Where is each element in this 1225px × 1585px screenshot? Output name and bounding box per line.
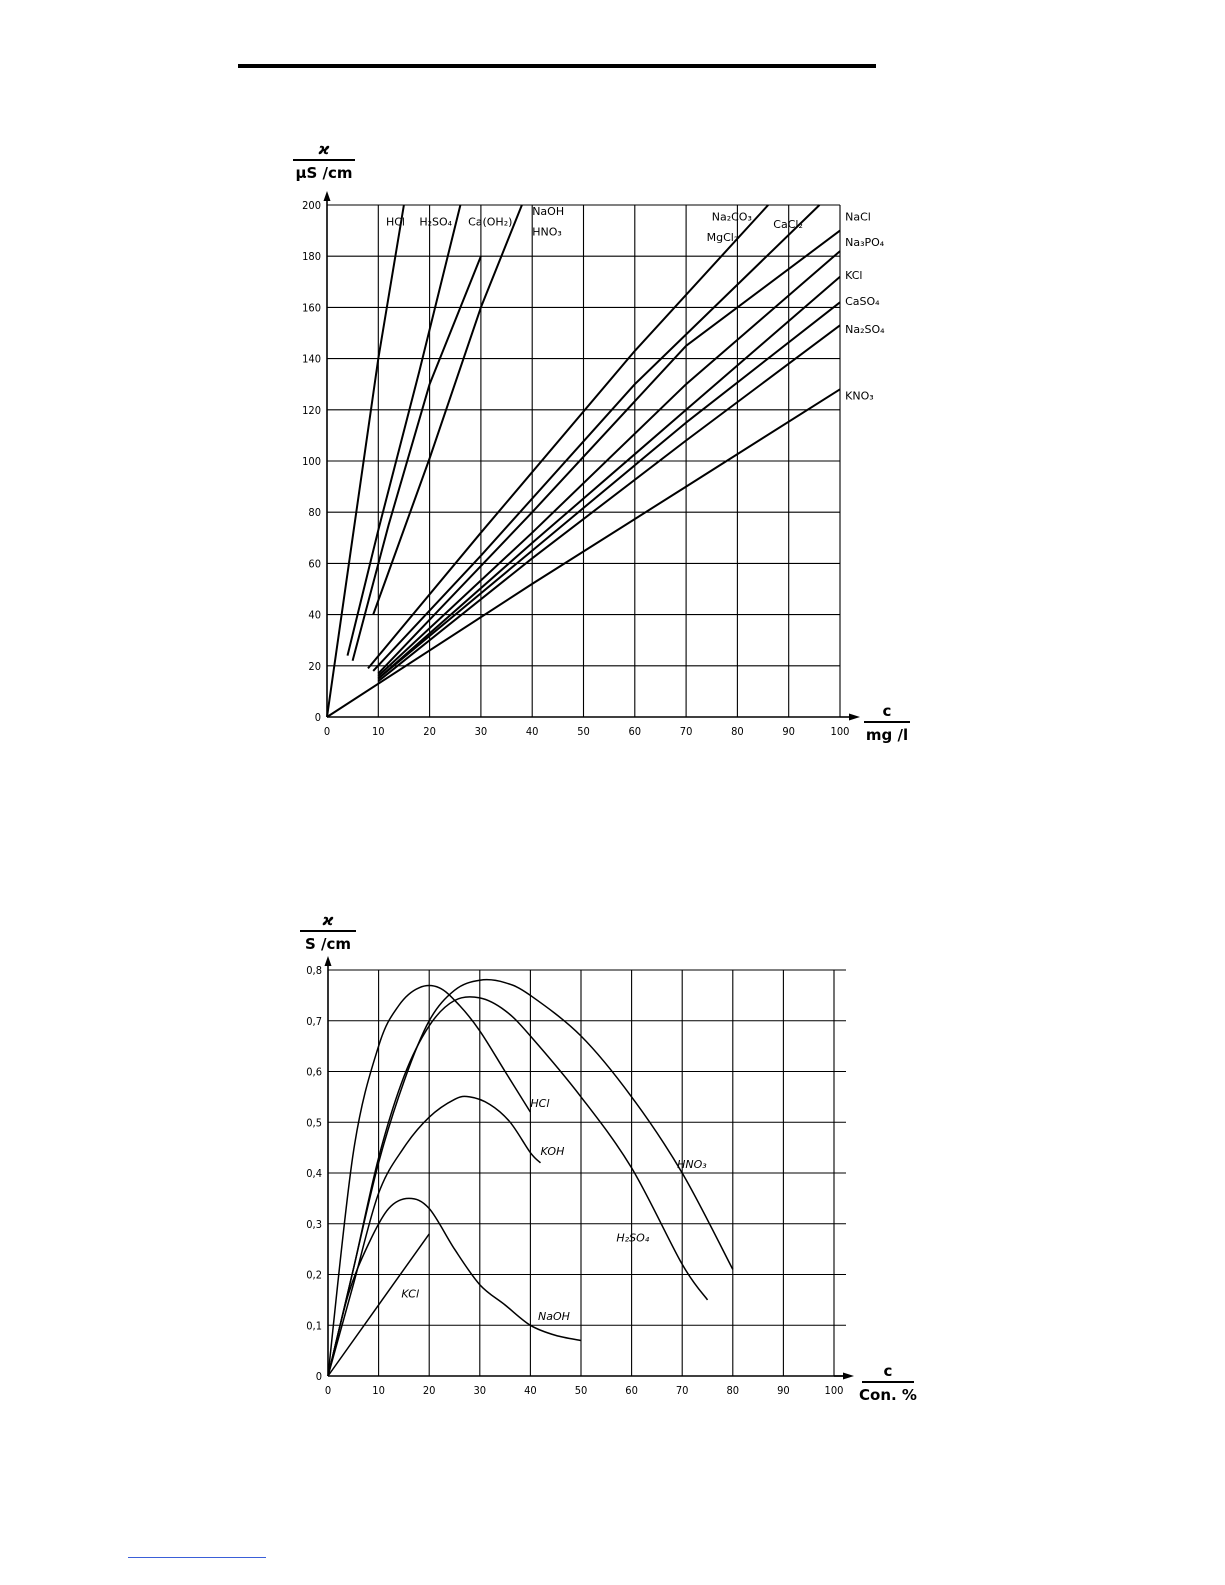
- chart1-x-tick-label: 90: [782, 725, 795, 738]
- chart2-x-tick-label: 10: [372, 1384, 385, 1397]
- chart2-x-tick-label: 20: [422, 1384, 436, 1397]
- chart1-series-label-h-so: H₂SO₄: [419, 215, 453, 229]
- chart2-series-label-hcl: HCl: [530, 1097, 550, 1111]
- chart1-y-tick-label: 120: [302, 403, 321, 417]
- chart1-series-label-hno: HNO₃: [532, 225, 562, 239]
- chart2-y-tick-label: 0,2: [306, 1268, 322, 1282]
- chart2-y-tick-label: 0,6: [306, 1065, 322, 1079]
- chart1-x-tick-label: 10: [372, 725, 385, 738]
- chart2-x-tick-label: 0: [324, 1384, 332, 1397]
- chart2-y-tick-label: 0,7: [306, 1014, 322, 1028]
- chart1-series-label-kcl: KCl: [845, 269, 863, 283]
- bottom-link-line: [128, 1557, 266, 1558]
- chart1-series-label-cacl: CaCl₂: [773, 218, 803, 232]
- chart2-series-label-h-so: H₂SO₄: [616, 1231, 650, 1245]
- chart1-y-tick-label: 100: [302, 455, 321, 468]
- chart2-y-axis-symbol: ϰ: [322, 911, 334, 929]
- chart1-x-axis-unit: mg /l: [865, 726, 909, 744]
- chart1-y-tick-label: 40: [308, 608, 321, 622]
- chart2-x-tick-label: 90: [777, 1384, 790, 1397]
- chart2-x-tick-label: 50: [574, 1384, 588, 1397]
- chart2-y-tick-label: 0,3: [306, 1217, 322, 1231]
- chart1-series-label-nacl: NaCl: [845, 210, 871, 224]
- chart2-x-tick-label: 30: [473, 1384, 487, 1397]
- chart2-y-tick-label: 0,4: [306, 1167, 322, 1180]
- chart2-x-tick-label: 100: [824, 1384, 844, 1397]
- chart1-x-axis-symbol: c: [882, 702, 892, 720]
- chart2-x-tick-label: 70: [675, 1384, 689, 1397]
- chart2-y-tick-label: 0,8: [306, 964, 322, 977]
- chart2-series-h2so4: [328, 997, 708, 1376]
- chart1-series-label-kno: KNO₃: [845, 389, 874, 403]
- chart2-series-koh: [328, 1096, 541, 1376]
- chart1-series-label-caso: CaSO₄: [845, 294, 880, 308]
- chart1-y-tick-label: 20: [308, 659, 321, 673]
- chart2-y-tick-label: 0,5: [306, 1116, 322, 1130]
- chart1-y-axis-symbol: ϰ: [318, 140, 330, 158]
- chart1-series-label-na-co: Na₂CO₃: [711, 210, 752, 224]
- chart1-y-axis-unit: μS /cm: [295, 164, 353, 182]
- chart1-x-tick-label: 40: [525, 725, 539, 738]
- chart1-x-tick-label: 30: [474, 725, 488, 738]
- chart1-y-tick-label: 180: [302, 250, 321, 264]
- chart1-x-tick-label: 0: [323, 725, 331, 738]
- chart1-x-tick-label: 70: [679, 725, 693, 738]
- chart2-y-axis-unit: S /cm: [304, 935, 352, 953]
- chart1-series-label-mgcl: MgCl₂: [706, 230, 739, 244]
- chart2-series-label-naoh: NaOH: [537, 1310, 570, 1324]
- chart1-y-tick-label: 80: [308, 506, 321, 520]
- chart1-x-tick-label: 50: [577, 725, 590, 738]
- chart1-series-label-hcl: HCl: [385, 215, 406, 229]
- chart2-x-tick-label: 80: [726, 1384, 740, 1397]
- chart2-series-label-koh: KOH: [540, 1145, 565, 1159]
- chart1-series-label-naoh: NaOH: [532, 205, 565, 219]
- chart1-y-tick-label: 200: [302, 199, 321, 212]
- chart1-x-tick-label: 60: [628, 725, 642, 738]
- chart1-y-tick-label: 160: [302, 301, 321, 315]
- chart2-x-axis-symbol: c: [883, 1362, 893, 1380]
- chart2-y-tick-label: 0: [315, 1370, 322, 1383]
- chart2-series-naoh: [328, 1198, 581, 1376]
- chart2-series-label-kcl: KCl: [401, 1287, 420, 1301]
- chart2-series-label-hno: HNO₃: [677, 1157, 707, 1171]
- chart2-x-axis-arrow: [843, 1373, 854, 1380]
- chart1-series-label-na-po: Na₃PO₄: [845, 235, 885, 249]
- chart1-series-label-ca-oh: Ca(OH₂): [468, 215, 513, 229]
- chart1-series-label-na-so: Na₂SO₄: [845, 323, 885, 336]
- chart1-x-tick-label: 100: [830, 725, 850, 738]
- chart1-y-tick-label: 0: [314, 711, 321, 724]
- chart1-x-tick-label: 20: [423, 725, 436, 738]
- chart2-x-tick-label: 40: [524, 1384, 537, 1397]
- chart2-y-tick-label: 0,1: [306, 1319, 322, 1333]
- chart1-y-tick-label: 140: [302, 352, 321, 366]
- chart1-x-tick-label: 80: [731, 725, 744, 738]
- chart2-x-axis-unit: Con. %: [859, 1386, 917, 1404]
- chart2-x-tick-label: 60: [625, 1384, 638, 1397]
- chart1-y-tick-label: 60: [308, 557, 321, 571]
